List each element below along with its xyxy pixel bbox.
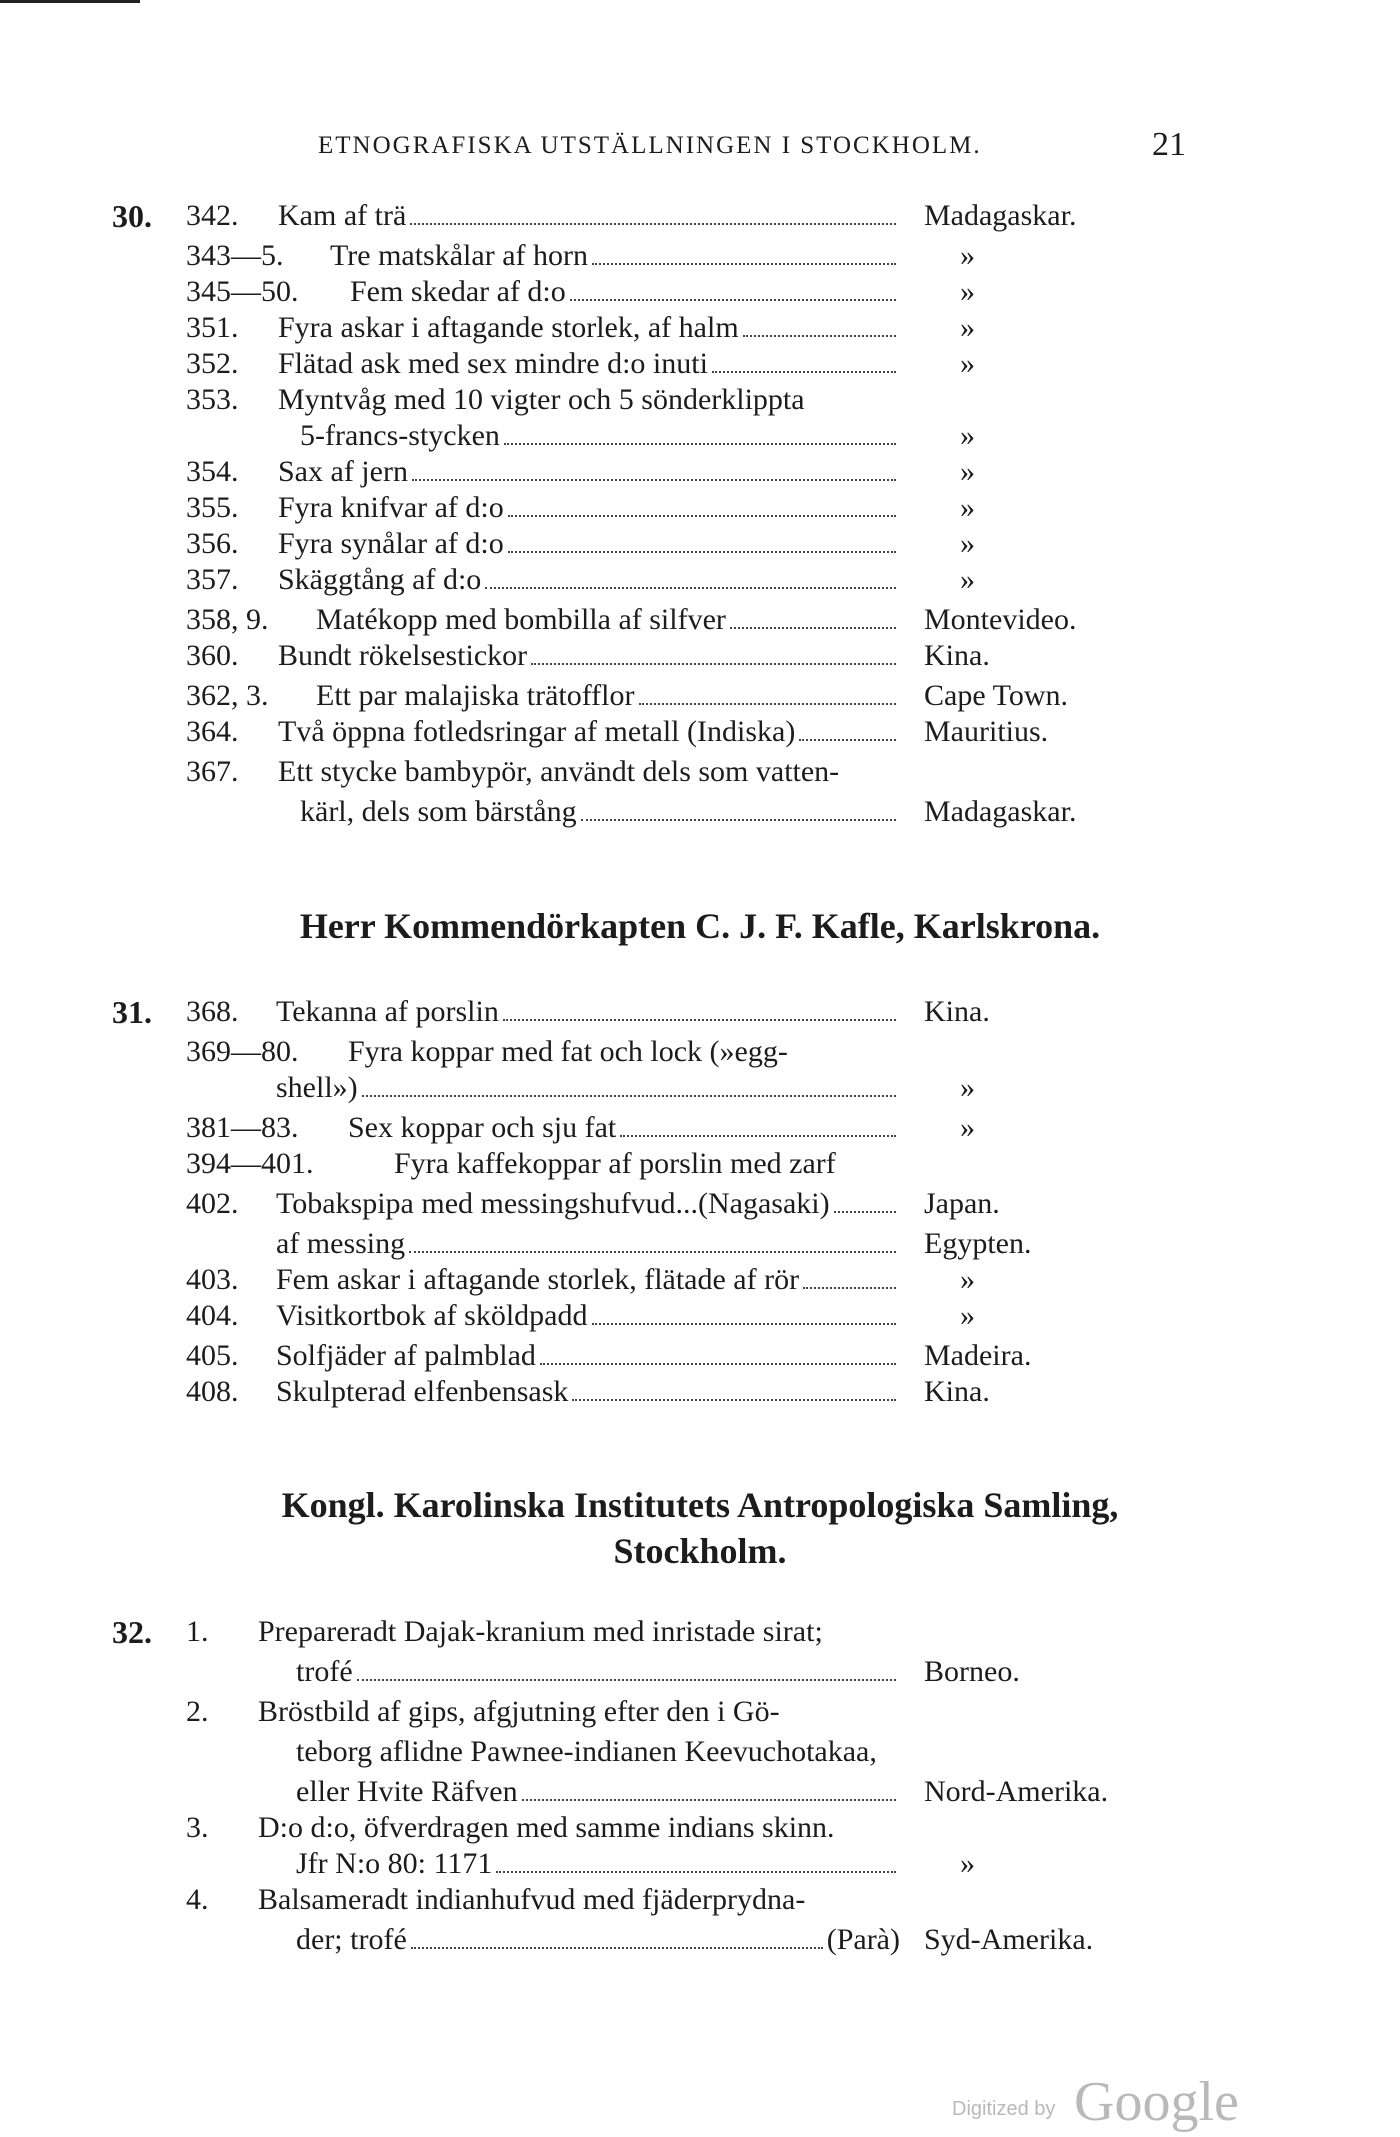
entry-row — [0, 600, 1400, 640]
leader-dots — [504, 419, 896, 445]
item-description — [276, 1372, 900, 1412]
leader-dots — [357, 1655, 896, 1681]
item-number: 342. — [186, 199, 239, 232]
item-number: 364. — [186, 715, 239, 748]
entry-row — [0, 1880, 1400, 1920]
entry-row — [0, 1612, 1400, 1652]
description-text: Bröstbild af gips, afgjutning efter den i Gö- — [258, 1695, 780, 1728]
entry-continuation — [0, 1652, 1400, 1692]
description-text: Balsameradt indianhufvud med fjäderprydna- — [258, 1883, 806, 1916]
description-text: Visitkortbok af sköldpadd — [276, 1299, 588, 1332]
item-description — [278, 308, 900, 348]
item-number: 360. — [186, 639, 239, 672]
page-number: 21 — [1152, 126, 1186, 163]
item-number: 403. — [186, 1263, 239, 1296]
item-number: 402. — [186, 1187, 239, 1220]
item-description — [278, 524, 900, 564]
item-description — [394, 1144, 900, 1184]
item-number: 368. — [186, 995, 239, 1028]
leader-dots — [572, 1375, 896, 1401]
entry-continuation — [0, 1224, 1400, 1264]
leader-dots — [410, 199, 896, 225]
description-text: Kam af trä — [278, 199, 407, 232]
item-number: 362, 3. — [186, 679, 269, 712]
ditto-mark: » — [960, 1263, 975, 1296]
continuation-text: af messing — [276, 1227, 406, 1260]
ditto-mark: » — [960, 563, 975, 596]
item-number: 2. — [186, 1695, 209, 1728]
item-number: 369—80. — [186, 1035, 299, 1068]
leader-dots — [730, 603, 896, 629]
entry-continuation — [0, 1920, 1400, 1960]
description-text: Skulpterad elfenbensask — [276, 1375, 569, 1408]
item-description — [276, 1296, 900, 1336]
item-place: Japan. — [924, 1187, 1000, 1220]
item-number: 394—401. — [186, 1147, 314, 1180]
item-number: 354. — [186, 455, 239, 488]
item-number: 351. — [186, 311, 239, 344]
continuation-text: der; trofé — [296, 1923, 407, 1956]
ditto-mark: » — [960, 1071, 975, 1104]
item-place: Kina. — [924, 1375, 990, 1408]
item-description — [276, 1260, 900, 1300]
item-place: Montevideo. — [924, 603, 1077, 636]
entry-row — [0, 1296, 1400, 1336]
item-description — [258, 1612, 900, 1652]
item-number: 343—5. — [186, 239, 284, 272]
continuation-text: Jfr N:o 80: 1171 — [296, 1847, 493, 1880]
description-text: Fem skedar af d:o — [350, 275, 566, 308]
ditto-mark: » — [960, 1847, 975, 1880]
continuation-description — [300, 792, 900, 832]
leader-dots — [531, 639, 896, 665]
item-number: 352. — [186, 347, 239, 380]
watermark-brand: Google — [1074, 2071, 1239, 2133]
top-rule — [0, 0, 140, 3]
entry-continuation — [0, 1844, 1400, 1884]
item-description — [278, 196, 900, 236]
ditto-mark: » — [960, 527, 975, 560]
entry-row — [0, 272, 1400, 312]
ditto-mark: » — [960, 1111, 975, 1144]
entry-continuation — [0, 1732, 1400, 1772]
continuation-text: kärl, dels som bärstång — [300, 795, 577, 828]
entry-row — [0, 308, 1400, 348]
entry-continuation — [0, 792, 1400, 832]
leader-dots — [834, 1187, 896, 1213]
description-text: Fyra koppar med fat och lock (»egg- — [348, 1035, 788, 1068]
leader-dots — [411, 1923, 823, 1949]
description-text: Matékopp med bombilla af silfver — [316, 603, 726, 636]
item-description — [258, 1808, 900, 1848]
leader-dots — [362, 1071, 896, 1097]
entry-row — [0, 1808, 1400, 1848]
entry-row — [0, 524, 1400, 564]
group-label: 31. — [112, 994, 152, 1030]
leader-dots — [799, 715, 896, 741]
entry-row — [0, 636, 1400, 676]
leader-dots — [803, 1263, 896, 1289]
item-description — [278, 380, 900, 420]
ditto-mark: » — [960, 239, 975, 272]
item-number: 3. — [186, 1811, 209, 1844]
continuation-description — [296, 1844, 900, 1884]
ditto-mark: » — [960, 419, 975, 452]
running-title: ETNOGRAFISKA UTSTÄLLNINGEN I STOCKHOLM. — [318, 132, 982, 159]
continuation-tail: (Parà) — [826, 1923, 900, 1956]
description-text: Ett par malajiska trätofflor — [316, 679, 635, 712]
ditto-mark: » — [960, 491, 975, 524]
item-description — [276, 992, 900, 1032]
item-description — [316, 676, 900, 716]
leader-dots — [581, 795, 896, 821]
item-description — [278, 452, 900, 492]
description-text: Fyra synålar af d:o — [278, 527, 504, 560]
description-text: Bundt rökelsestickor — [278, 639, 528, 672]
entry-row — [0, 1108, 1400, 1148]
continuation-description — [296, 1772, 900, 1812]
item-number: 355. — [186, 491, 239, 524]
item-description — [316, 600, 900, 640]
item-number: 353. — [186, 383, 239, 416]
ditto-mark: » — [960, 347, 975, 380]
description-text: Skäggtång af d:o — [278, 563, 482, 596]
entry-row — [0, 712, 1400, 752]
description-text: Två öppna fotledsringar af metall (Indiska) — [278, 715, 796, 748]
description-text: Tekanna af porslin — [276, 995, 499, 1028]
description-text: D:o d:o, öfverdragen med samme indians skinn. — [258, 1811, 835, 1844]
entry-row — [0, 752, 1400, 792]
entry-row — [0, 992, 1400, 1032]
item-description — [348, 1032, 900, 1072]
entry-row — [0, 1144, 1400, 1184]
description-text: Fyra knifvar af d:o — [278, 491, 504, 524]
entry-row — [0, 488, 1400, 528]
item-place: Madagaskar. — [924, 199, 1077, 232]
item-place: Kina. — [924, 995, 990, 1028]
continuation-description — [276, 1068, 900, 1108]
item-number: 358, 9. — [186, 603, 269, 636]
leader-dots — [712, 347, 896, 373]
ditto-mark: » — [960, 311, 975, 344]
entry-row — [0, 676, 1400, 716]
entry-row — [0, 1336, 1400, 1376]
item-number: 381—83. — [186, 1111, 299, 1144]
ditto-mark: » — [960, 275, 975, 308]
entry-row — [0, 1032, 1400, 1072]
continuation-description — [296, 1732, 900, 1772]
item-description — [350, 272, 900, 312]
description-text: Solfjäder af palmblad — [276, 1339, 536, 1372]
entry-continuation — [0, 1772, 1400, 1812]
leader-dots — [592, 1299, 897, 1325]
continuation-description — [276, 1224, 900, 1264]
description-text: Sex koppar och sju fat — [348, 1111, 617, 1144]
item-place: Madeira. — [924, 1339, 1032, 1372]
leader-dots — [503, 995, 896, 1021]
item-place: Cape Town. — [924, 679, 1068, 712]
item-number: 367. — [186, 755, 239, 788]
description-text: Fyra kaffekoppar af porslin med zarf — [394, 1147, 836, 1180]
item-description — [278, 488, 900, 528]
item-description — [276, 1184, 900, 1224]
continuation-text: 5-francs-stycken — [300, 419, 500, 452]
leader-dots — [496, 1847, 896, 1873]
continuation-text: trofé — [296, 1655, 353, 1688]
entry-continuation — [0, 1068, 1400, 1108]
heading-kafle: Herr Kommendörkapten C. J. F. Kafle, Karlskrona. — [299, 906, 1101, 946]
item-place: Syd-Amerika. — [924, 1923, 1094, 1956]
ditto-mark: » — [960, 455, 975, 488]
continuation-text: teborg aflidne Pawnee-indianen Keevuchotakaa, — [296, 1735, 877, 1768]
leader-dots — [639, 679, 896, 705]
continuation-description — [296, 1652, 900, 1692]
item-number: 357. — [186, 563, 239, 596]
item-description — [258, 1692, 900, 1732]
item-number: 345—50. — [186, 275, 299, 308]
description-text: Myntvåg med 10 vigter och 5 sönderklippta — [278, 383, 805, 416]
google-watermark — [952, 2070, 1252, 2133]
continuation-description — [296, 1920, 900, 1960]
description-text: Fyra askar i aftagande storlek, af halm — [278, 311, 739, 344]
leader-dots — [409, 1227, 896, 1253]
leader-dots — [412, 455, 896, 481]
leader-dots — [570, 275, 896, 301]
entry-row — [0, 196, 1400, 236]
leader-dots — [592, 239, 896, 265]
item-description — [278, 560, 900, 600]
entry-row — [0, 1184, 1400, 1224]
item-description — [278, 752, 900, 792]
item-description — [276, 1336, 900, 1376]
item-description — [278, 344, 900, 384]
entry-row — [0, 560, 1400, 600]
item-place: Mauritius. — [924, 715, 1049, 748]
item-place: Egypten. — [924, 1227, 1032, 1260]
description-text: Tobakspipa med messingshufvud...(Nagasaki) — [276, 1187, 830, 1220]
group-label: 32. — [112, 1614, 152, 1650]
running-head — [0, 126, 1400, 172]
entry-row — [0, 1260, 1400, 1300]
item-place: Madagaskar. — [924, 795, 1077, 828]
description-text: Prepareradt Dajak-kranium med inristade sirat; — [258, 1615, 823, 1648]
item-place: Borneo. — [924, 1655, 1020, 1688]
item-number: 404. — [186, 1299, 239, 1332]
item-place: Kina. — [924, 639, 990, 672]
leader-dots — [620, 1111, 896, 1137]
item-description — [278, 636, 900, 676]
item-description — [330, 236, 900, 276]
group-label: 30. — [112, 198, 152, 234]
description-text: Ett stycke bambурör, användt dels som vatten- — [278, 755, 840, 788]
entry-row — [0, 236, 1400, 276]
item-number: 1. — [186, 1615, 209, 1648]
leader-dots — [522, 1775, 896, 1801]
item-number: 408. — [186, 1375, 239, 1408]
item-description — [348, 1108, 900, 1148]
heading-karolinska-line2: Stockholm. — [613, 1531, 787, 1571]
entry-row — [0, 344, 1400, 384]
item-number: 405. — [186, 1339, 239, 1372]
entry-continuation — [0, 416, 1400, 456]
item-description — [278, 712, 900, 752]
watermark-prefix: Digitized by — [952, 2098, 1056, 2120]
heading-karolinska-line1: Kongl. Karolinska Institutets Antropologiska Samling, — [281, 1485, 1119, 1525]
description-text: Fem askar i aftagande storlek, flätade af rör — [276, 1263, 800, 1296]
ditto-mark: » — [960, 1299, 975, 1332]
leader-dots — [508, 491, 896, 517]
leader-dots — [508, 527, 896, 553]
item-number: 4. — [186, 1883, 209, 1916]
entry-row — [0, 1372, 1400, 1412]
leader-dots — [743, 311, 896, 337]
entry-row — [0, 380, 1400, 420]
description-text: Flätad ask med sex mindre d:o inuti — [278, 347, 708, 380]
leader-dots — [485, 563, 896, 589]
item-number: 356. — [186, 527, 239, 560]
description-text: Tre matskålar af horn — [330, 239, 588, 272]
continuation-text: eller Hvite Räfven — [296, 1775, 518, 1808]
leader-dots — [540, 1339, 896, 1365]
item-description — [258, 1880, 900, 1920]
continuation-text: shell») — [276, 1071, 358, 1104]
continuation-description — [300, 416, 900, 456]
item-place: Nord-Amerika. — [924, 1775, 1109, 1808]
description-text: Sax af jern — [278, 455, 408, 488]
entry-row — [0, 1692, 1400, 1732]
entry-row — [0, 452, 1400, 492]
